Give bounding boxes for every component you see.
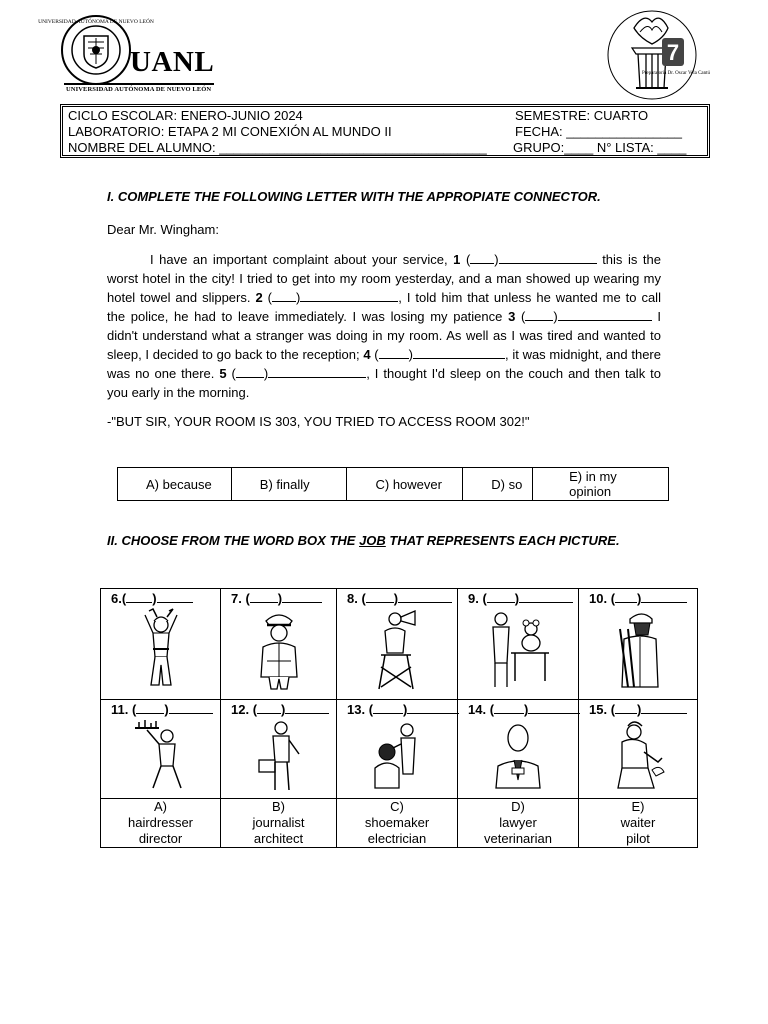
section-1-title: I. COMPLETE THE FOLLOWING LETTER WITH THE APPROPIATE CONNECTOR. xyxy=(107,189,601,204)
item-number: 9. xyxy=(468,591,479,606)
option-b: B) finally xyxy=(231,468,347,501)
picture-cell: 14. ( ) xyxy=(458,700,579,799)
architect-picture xyxy=(608,607,668,691)
picture-cell: 10. ( ) xyxy=(579,589,698,700)
letter-paragraph: I have an important complaint about your service, 1 ( ) this is the worst hotel in the city! I tried to get into my room yesterday, and a man showed up wearing my hotel towel and slippers. 2 ( ) , I told him that unless he wanted me to call the police, he had to leave immediately. I was losing my patience 3 ( ) I didn't understand what a stranger was doing in my room. As well as I was tired and wanted to sleep, I decided to go back to the reception; 4 ( ) , it was midnight, and there was no one there. 5 ( ) , I thought I'd sleep on the couch and then talk to you early in the morning. xyxy=(107,252,661,400)
answer-line-5[interactable] xyxy=(268,366,366,378)
picture-cell: 7. ( ) xyxy=(221,589,337,700)
prepa-name: Preparatoria Dr. Oscar Vela Cantú xyxy=(641,71,711,76)
answer-blank-4[interactable] xyxy=(379,347,409,359)
answer-blank-1[interactable] xyxy=(470,252,494,264)
semester: SEMESTRE: CUARTO xyxy=(515,108,649,123)
uanl-seal-logo xyxy=(38,14,154,86)
answer-blank-11[interactable] xyxy=(136,702,164,714)
section-2-title xyxy=(107,533,620,548)
prepa-number: 7 xyxy=(666,40,680,65)
answer-blank-10[interactable] xyxy=(615,591,637,603)
word-letter: B) xyxy=(272,799,285,814)
prepa-7-logo xyxy=(604,8,711,102)
item-number: 10. xyxy=(589,591,608,606)
divider xyxy=(64,83,214,85)
item-number: 11. xyxy=(111,702,129,717)
word: director xyxy=(138,831,183,846)
answer-blank-13[interactable] xyxy=(373,702,403,714)
picture-cell: 6.( ) xyxy=(101,589,221,700)
word-box-b xyxy=(221,799,337,848)
answer-line[interactable] xyxy=(398,591,452,603)
blank-number: 2 xyxy=(255,290,263,305)
letter-text: , I thought I'd sleep on the couch and then talk to you early in the morning. xyxy=(107,366,661,400)
option-e: E) in my opinion xyxy=(533,468,669,501)
answer-blank-12[interactable] xyxy=(257,702,281,714)
letter-text: , it was midnight, and there was no one there. xyxy=(107,347,661,381)
director-picture xyxy=(367,607,427,691)
answer-line[interactable] xyxy=(528,702,580,714)
letter-text: I have an important complaint about your service, xyxy=(150,252,448,267)
option-a: A) because xyxy=(118,468,232,501)
connector-options-table xyxy=(117,467,669,501)
letter-body xyxy=(107,220,661,431)
item-number: 7. xyxy=(231,591,242,606)
title-job-word: JOB xyxy=(359,533,386,548)
word-letter: A) xyxy=(154,799,167,814)
title-text: THAT REPRESENTS EACH PICTURE. xyxy=(385,533,620,548)
answer-line[interactable] xyxy=(282,591,322,603)
answer-blank-9[interactable] xyxy=(487,591,515,603)
answer-line[interactable] xyxy=(285,702,329,714)
lawyer-picture xyxy=(488,718,548,792)
blank-number: 1 xyxy=(453,252,461,267)
blank-number: 3 xyxy=(508,309,516,324)
word: hairdresser xyxy=(127,815,194,830)
picture-cell: 15. ( ) xyxy=(579,700,698,799)
answer-blank-6[interactable] xyxy=(126,591,152,603)
item-number: 12. xyxy=(231,702,250,717)
date-field[interactable]: FECHA: ________________ xyxy=(515,124,682,139)
word: pilot xyxy=(626,831,650,846)
answer-line[interactable] xyxy=(519,591,573,603)
picture-cell: 11. ( ) xyxy=(101,700,221,799)
answer-blank-2[interactable] xyxy=(272,290,296,302)
picture-cell: 9. ( ) xyxy=(458,589,579,700)
picture-cell: 8. ( ) xyxy=(337,589,458,700)
picture-cell: 13. ( ) xyxy=(337,700,458,799)
blank-number: 5 xyxy=(219,366,227,381)
jobs-picture-grid xyxy=(100,588,698,848)
blank-number: 4 xyxy=(363,347,371,362)
item-number: 13. xyxy=(347,702,366,717)
item-number: 14. xyxy=(468,702,487,717)
word-box-a xyxy=(101,799,221,848)
title-text: II. CHOOSE FROM THE WORD BOX THE xyxy=(107,533,360,548)
letter-text: this is the worst hotel in the city! I tried to get into my room yesterday, and a man showed up wearing my hotel towel and slippers. xyxy=(107,252,661,305)
answer-line[interactable] xyxy=(407,702,459,714)
uanl-wordmark: UANL xyxy=(130,46,215,78)
veterinarian-picture xyxy=(483,607,553,691)
item-number: 8. xyxy=(347,591,358,606)
answer-line-2[interactable] xyxy=(300,290,398,302)
student-info-box xyxy=(60,104,710,158)
option-c: C) however xyxy=(347,468,463,501)
item-number: 15. xyxy=(589,702,608,717)
word: lawyer xyxy=(499,815,537,830)
answer-blank-5[interactable] xyxy=(236,366,264,378)
word: electrician xyxy=(367,831,427,846)
answer-line-1[interactable] xyxy=(499,252,597,264)
school-cycle: CICLO ESCOLAR: ENERO-JUNIO 2024 xyxy=(68,108,303,123)
answer-line[interactable] xyxy=(157,591,193,603)
answer-blank-15[interactable] xyxy=(615,702,637,714)
answer-blank-7[interactable] xyxy=(250,591,278,603)
answer-line-4[interactable] xyxy=(413,347,505,359)
hairdresser-picture xyxy=(367,718,427,792)
group-list-field[interactable]: GRUPO:____ N° LISTA: ____ xyxy=(513,140,687,155)
answer-line[interactable] xyxy=(641,702,687,714)
letter-text: , I told him that unless he wanted me to call the police, he had to leave immediately. I was losing my patience xyxy=(107,290,661,324)
word: shoemaker xyxy=(364,815,430,830)
word: veterinarian xyxy=(484,831,552,846)
laboratory: LABORATORIO: ETAPA 2 MI CONEXIÓN AL MUNDO II xyxy=(68,124,392,139)
answer-blank-8[interactable] xyxy=(366,591,394,603)
quote-line: -"BUT SIR, YOUR ROOM IS 303, YOU TRIED TO ACCESS ROOM 302!" xyxy=(107,414,530,429)
word-box-e xyxy=(579,799,698,848)
student-name-field[interactable]: NOMBRE DEL ALUMNO: _____________________________________ xyxy=(68,140,487,155)
uanl-subtitle: UNIVERSIDAD AUTÓNOMA DE NUEVO LEÓN xyxy=(66,86,212,93)
word-box-c xyxy=(337,799,458,848)
seal-text: UNIVERSIDAD AUTÓNOMA DE NUEVO LEÓN xyxy=(38,19,154,25)
option-d: D) so xyxy=(463,468,533,501)
answer-line-3[interactable] xyxy=(558,309,652,321)
letter-text: I didn't understand what a stranger was doing in my room. As well as I was tired and wanted to sleep, I decided to go back to the reception; xyxy=(107,309,661,362)
waiter-picture xyxy=(131,718,191,792)
item-number: 6. xyxy=(111,591,122,606)
word-letter: D) xyxy=(511,799,525,814)
journalist-picture xyxy=(249,718,309,792)
word-letter: C) xyxy=(390,799,404,814)
picture-cell: 12. ( ) xyxy=(221,700,337,799)
electrician-picture xyxy=(131,607,191,691)
word-letter: E) xyxy=(631,799,645,814)
word: architect xyxy=(253,831,304,846)
shoemaker-picture xyxy=(608,718,668,792)
pilot-picture xyxy=(249,607,309,691)
answer-line[interactable] xyxy=(169,702,213,714)
word: journalist xyxy=(252,815,305,830)
answer-blank-14[interactable] xyxy=(494,702,524,714)
word-box-d xyxy=(458,799,579,848)
answer-line[interactable] xyxy=(641,591,687,603)
greeting: Dear Mr. Wingham: xyxy=(107,222,219,237)
answer-blank-3[interactable] xyxy=(525,309,553,321)
word: waiter xyxy=(620,815,656,830)
